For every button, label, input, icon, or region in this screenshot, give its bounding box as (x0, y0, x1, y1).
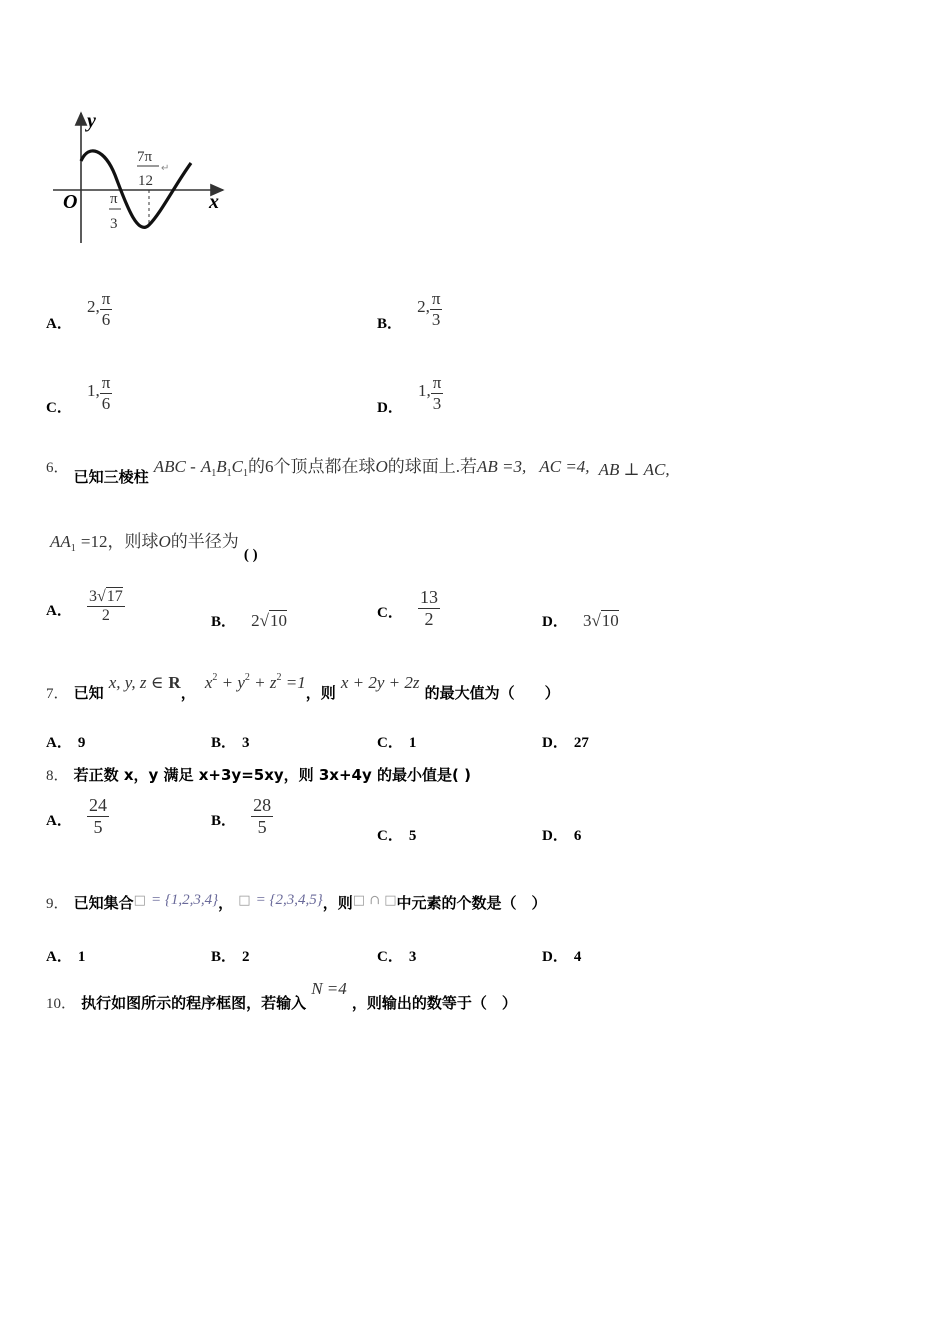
q6-option-b[interactable] (211, 610, 287, 631)
condition-text-2: 的球面上.若 (387, 457, 477, 476)
prism-abc: ABC - (153, 457, 196, 476)
question-text-2: 的最大值为（ ） (424, 684, 560, 702)
option-label: D． (542, 614, 568, 630)
question-number: 9． (46, 896, 69, 912)
question-number: 8． (46, 768, 69, 784)
q7-option-d[interactable]: D． 27 (542, 735, 589, 751)
q6-stem-line2 (50, 527, 258, 563)
separator: ， (218, 894, 234, 912)
q7-option-c[interactable]: C． 1 (377, 735, 417, 751)
question-text: 已知三棱柱 (73, 468, 149, 486)
option-label: B． (211, 614, 237, 630)
q6-option-a[interactable] (46, 588, 125, 625)
return-mark: ↵ (161, 163, 170, 174)
curve (81, 151, 191, 227)
option-fraction: $\frac{\pi}{6}$ (101, 373, 111, 413)
intersection: □ ∩ □ (352, 893, 397, 908)
q9-option-b[interactable]: B． 2 (211, 949, 250, 965)
q9-option-d[interactable]: D． 4 (542, 949, 582, 965)
option-label: A． (46, 813, 72, 830)
q8-option-b[interactable] (211, 796, 273, 837)
question-text-2: ，则输出的数等于（ ） (351, 994, 517, 1012)
ac-equation: AC =4, (539, 457, 590, 476)
set-a: = {1,2,3,4} (151, 892, 219, 908)
option-label: B． (211, 813, 237, 830)
q6-stem-line1 (46, 452, 670, 486)
bottom-tick-num: π (110, 191, 118, 207)
q7-stem (46, 672, 560, 702)
perpendicular: AB ⊥ AC, (598, 460, 670, 479)
option-label: A． (46, 602, 72, 619)
option-label: D． (377, 400, 403, 416)
q7-option-a[interactable]: A． 9 (46, 735, 86, 751)
top-tick-num: 7π (137, 149, 153, 165)
question-text: 执行如图所示的程序框图，若输入 (81, 994, 307, 1012)
condition-text: 的6个顶点都在球 (247, 457, 376, 476)
radius-text: 的半径为 (170, 532, 239, 551)
top-tick-den: 12 (138, 173, 153, 189)
aa1: $AA_1$ (50, 532, 76, 554)
q8-option-a[interactable] (46, 796, 109, 837)
q9-option-a[interactable]: A． 1 (46, 949, 86, 965)
answer-paren: ( ) (243, 547, 258, 563)
reals-symbol: R (168, 673, 181, 692)
option-fraction: $\frac{\pi}{3}$ (432, 373, 442, 413)
question-number: 6． (46, 460, 69, 476)
q5-option-d[interactable] (377, 373, 443, 416)
question-text-2: 中元素的个数是（ ） (396, 894, 547, 912)
set-a-name: □ (133, 893, 146, 908)
then-text: ，则 (305, 684, 336, 702)
input-value: N =4 (311, 979, 347, 998)
q5-option-b[interactable] (377, 289, 442, 332)
option-label: C． (377, 605, 403, 622)
question-text: 已知集合 (73, 894, 134, 912)
option-value: 3√10 (582, 611, 619, 630)
objective-expression: x + 2y + 2z (340, 673, 420, 692)
prism-a1: $A_1B_1C_1$ (200, 457, 248, 479)
option-label: A． (46, 316, 72, 332)
question-number: 10． (46, 996, 77, 1012)
bottom-tick-den: 3 (110, 216, 118, 232)
option-value: 2√10 (251, 611, 287, 630)
q8-option-c[interactable]: C． 5 (377, 828, 417, 844)
sphere-o-2: O (158, 532, 171, 551)
y-axis-label: y (87, 110, 96, 132)
option-fraction: $\frac{28}{5}$ (253, 795, 272, 837)
x-axis-label: x (209, 191, 219, 213)
q9-option-c[interactable]: C． 3 (377, 949, 417, 965)
q8-option-d[interactable]: D． 6 (542, 828, 582, 844)
q5-option-a[interactable] (46, 289, 112, 332)
set-b: = {2,3,4,5} (255, 892, 323, 908)
question-text: 已知 (73, 684, 104, 702)
then-text: ，则 (322, 894, 353, 912)
sphere-o: O (375, 457, 388, 476)
option-fraction: $\frac{13}{2}$ (419, 587, 438, 629)
option-prefix: 1, (417, 381, 431, 400)
q10-stem (46, 978, 517, 1012)
question-number: 7． (46, 686, 69, 702)
option-prefix: 2, (86, 297, 100, 316)
option-label: B． (377, 316, 403, 332)
option-fraction: $\frac{\pi}{6}$ (101, 289, 111, 329)
aa1-rest: =12，则球 (80, 532, 159, 551)
set-b-name: □ (238, 893, 251, 908)
option-fraction: $\frac{24}{5}$ (88, 795, 107, 837)
q6-option-d[interactable] (542, 610, 619, 631)
q8-stem (46, 764, 471, 785)
comma: ， (180, 684, 196, 702)
option-prefix: 2, (417, 297, 430, 316)
q9-stem (46, 888, 547, 912)
variables: x, y, z ∈ (108, 673, 164, 692)
option-prefix: 1, (86, 381, 100, 400)
q7-option-b[interactable]: B． 3 (211, 735, 250, 751)
option-fraction: $\frac{\pi}{3}$ (431, 289, 441, 329)
origin-label: O (63, 191, 78, 213)
option-label: C． (46, 400, 72, 416)
function-graph (45, 105, 235, 245)
option-fraction: $\frac{3√17}{2}$ (88, 588, 123, 624)
q5-option-c[interactable] (46, 373, 112, 416)
q6-option-c[interactable] (377, 588, 440, 629)
ab-equation: AB =3, (477, 457, 527, 476)
sphere-equation: $x^2 + y^2 + z^2 =1$ (204, 672, 306, 692)
question-text: 若正数 x，y 满足 x+3y=5xy，则 3x+4y 的最小值是( ) (73, 766, 471, 784)
